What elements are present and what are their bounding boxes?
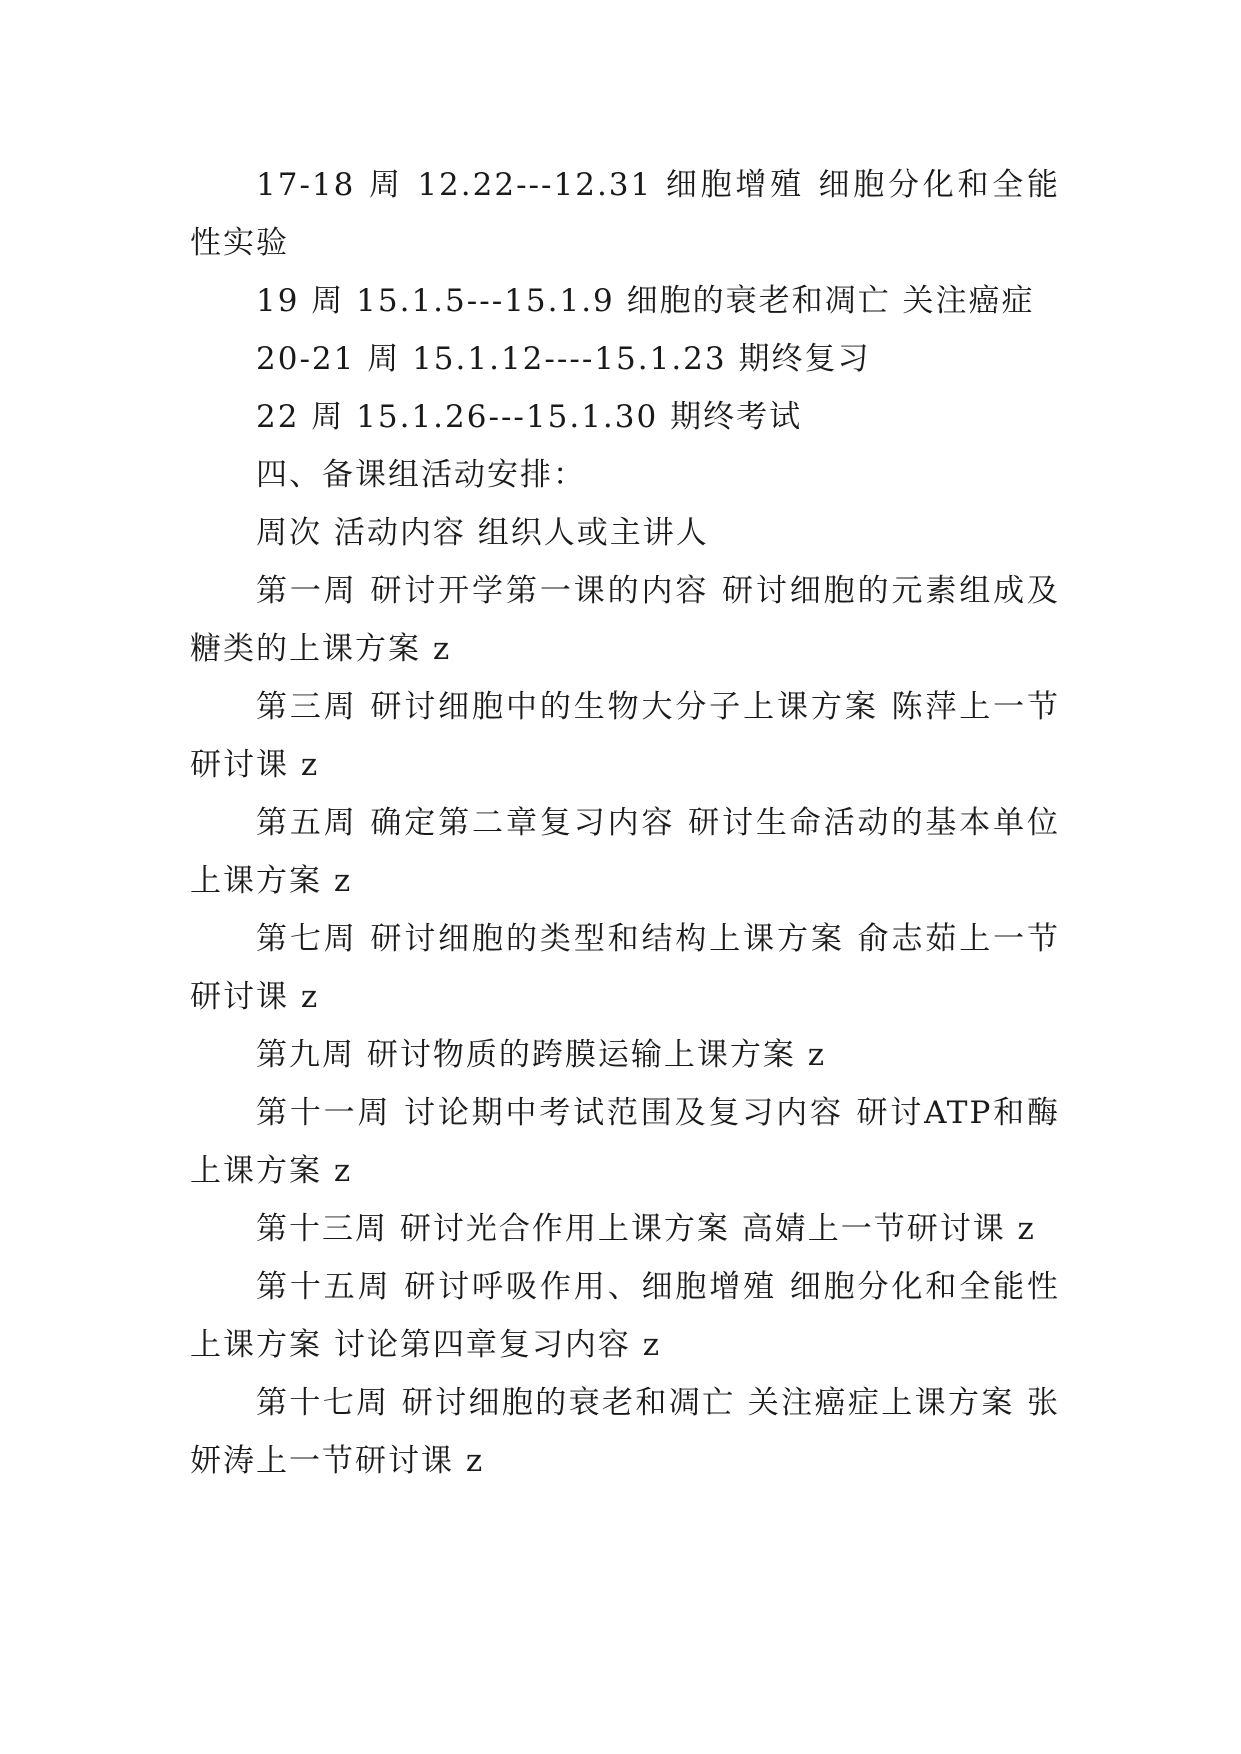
paragraph-week-19: 19 周 15.1.5---15.1.9 细胞的衰老和凋亡 关注癌症 xyxy=(256,283,1035,319)
table-header-line: 周次 活动内容 组织人或主讲人 xyxy=(256,515,709,551)
activity-week-7: 第七周 研讨细胞的类型和结构上课方案 俞志茹上一节研讨课 z xyxy=(190,921,1060,1015)
activity-week-3: 第三周 研讨细胞中的生物大分子上课方案 陈萍上一节研讨课 z xyxy=(190,689,1060,783)
activity-week-17: 第十七周 研讨细胞的衰老和凋亡 关注癌症上课方案 张妍涛上一节研讨课 z xyxy=(190,1385,1060,1479)
activity-week-11: 第十一周 讨论期中考试范围及复习内容 研讨ATP和酶上课方案 z xyxy=(190,1095,1060,1189)
activity-week-1: 第一周 研讨开学第一课的内容 研讨细胞的元素组成及糖类的上课方案 z xyxy=(190,573,1060,667)
activity-week-15: 第十五周 研讨呼吸作用、细胞增殖 细胞分化和全能性上课方案 讨论第四章复习内容 z xyxy=(190,1269,1060,1363)
activity-week-5: 第五周 确定第二章复习内容 研讨生命活动的基本单位上课方案 z xyxy=(190,805,1060,899)
paragraph-week-17-18: 17-18 周 12.22---12.31 细胞增殖 细胞分化和全能性实验 xyxy=(190,167,1060,261)
paragraph-week-20-21: 20-21 周 15.1.12----15.1.23 期终复习 xyxy=(256,341,871,377)
paragraph-week-22: 22 周 15.1.26---15.1.30 期终考试 xyxy=(256,399,803,435)
document-body xyxy=(190,156,1060,1490)
activity-week-9: 第九周 研讨物质的跨膜运输上课方案 z xyxy=(256,1037,827,1073)
activity-week-13: 第十三周 研讨光合作用上课方案 高婧上一节研讨课 z xyxy=(256,1211,1036,1247)
section-heading: 四、备课组活动安排： xyxy=(256,457,586,493)
